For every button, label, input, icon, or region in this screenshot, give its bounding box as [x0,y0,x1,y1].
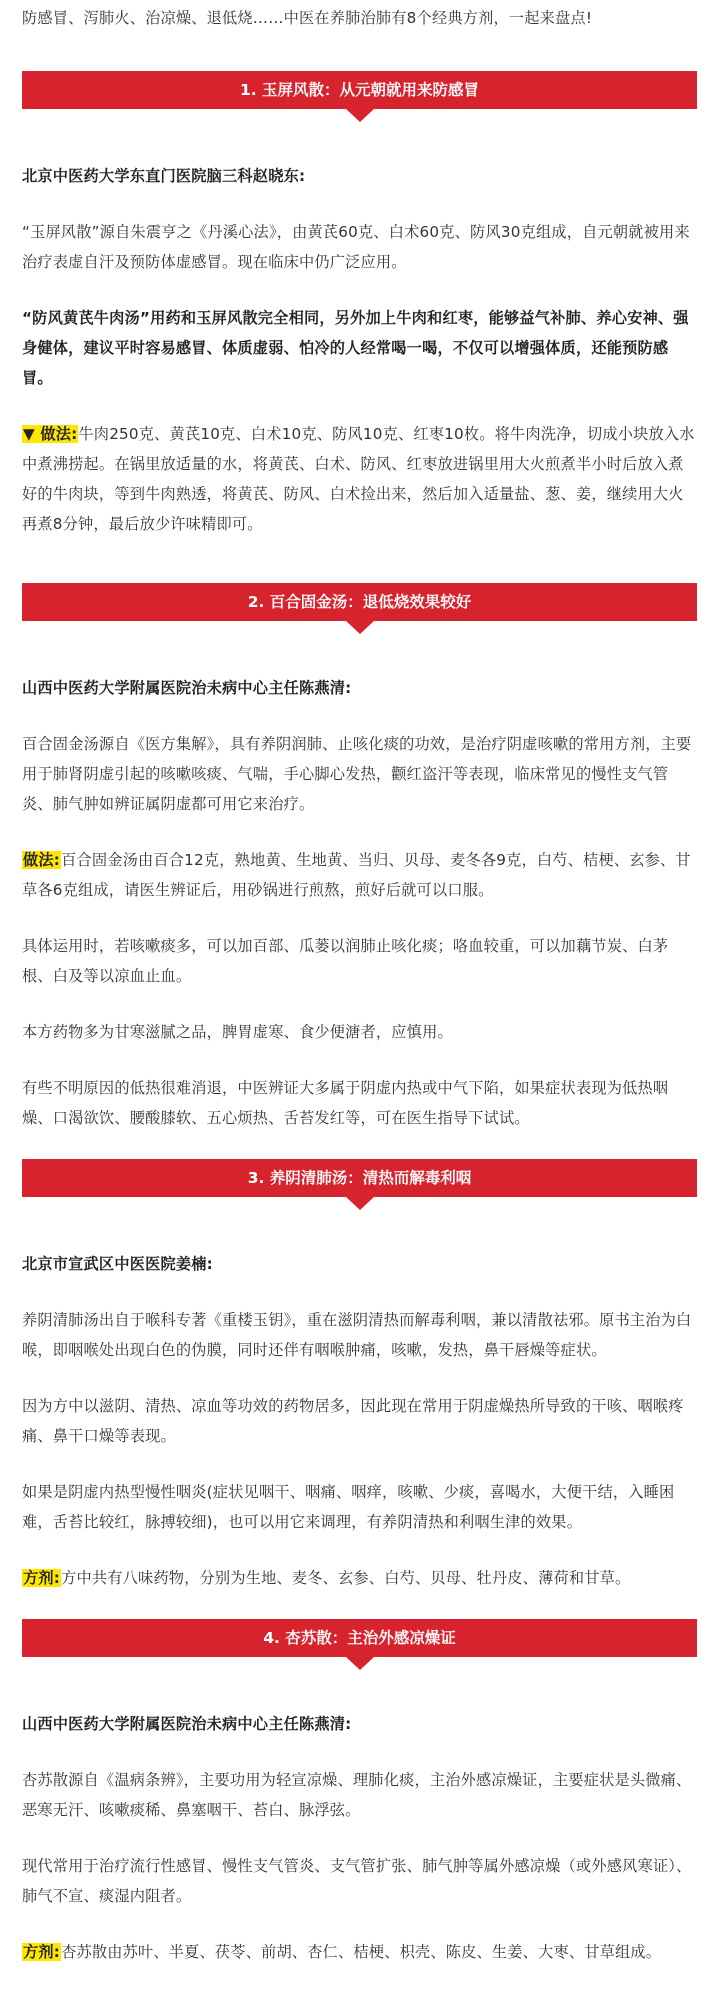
banner-arrow-icon [346,1197,374,1210]
section-3-title: 3. 养阴清肺汤：清热而解毒利咽 [247,1169,472,1187]
section-2-paragraph-1: 百合固金汤源自《医方集解》，具有养阴润肺、止咳化痰的功效，是治疗阴虚咳嗽的常用方剂，主要用于肺肾阴虚引起的咳嗽咳痰、气喘，手心脚心发热，颧红盗汗等表现，临床常见的慢性支气管炎、肺气肿如辨证属阴虚都可用它来治疗。 [22,735,692,813]
banner-arrow-icon [346,109,374,122]
section-2-title: 2. 百合固金汤：退低烧效果较好 [247,593,472,611]
section-4-prescription-label: 方剂: [23,1943,61,1961]
section-1-author: 北京中医药大学东直门医院脑三科赵晓东: [22,167,306,185]
section-2-paragraph-4: 本方药物多为甘寒滋腻之品，脾胃虚寒、食少便溏者，应慎用。 [22,1023,453,1041]
article-body [22,0,697,1993]
section-4-prescription [22,1937,697,1967]
banner-arrow-icon [346,1657,374,1670]
section-4-banner [22,1619,697,1657]
section-4-paragraph-1: 杏苏散源自《温病条辨》，主要功用为轻宣凉燥、理肺化痰，主治外感凉燥证，主要症状是头微痛、恶寒无汗、咳嗽痰稀、鼻塞咽干、苔白、脉浮弦。 [22,1771,692,1819]
section-3-banner [22,1159,697,1197]
section-3-paragraph-1: 养阴清肺汤出自于喉科专著《重楼玉钥》，重在滋阴清热而解毒利咽，兼以清散祛邪。原书主治为白喉，即咽喉处出现白色的伪膜，同时还伴有咽喉肿痛，咳嗽，发热，鼻干唇燥等症状。 [22,1311,692,1359]
section-2-author: 山西中医药大学附属医院治未病中心主任陈燕清: [22,679,352,697]
section-3-paragraph-2: 因为方中以滋阴、清热、凉血等功效的药物居多，因此现在常用于阴虚燥热所导致的干咳、咽喉疼痛、鼻干口燥等表现。 [22,1397,684,1445]
intro-paragraph: 防感冒、泻肺火、治凉燥、退低烧……中医在养肺治肺有8个经典方剂，一起来盘点! [22,9,593,27]
section-1-title: 1. 玉屏风散：从元朝就用来防感冒 [239,81,480,99]
section-1-method-text: 牛肉250克、黄芪10克、白术10克、防风10克、红枣10枚。将牛肉洗净，切成小块放入水中煮沸捞起。在锅里放适量的水，将黄芪、白术、防风、红枣放进锅里用大火煎煮半小时后放入煮好的牛肉块，等到牛肉熟透，将黄芪、防风、白术捡出来，然后加入适量盐、葱、姜，继续用大火再煮8分钟，最后放少许味精即可。 [22,425,695,533]
section-1-banner [22,71,697,109]
section-2-method-text: 百合固金汤由百合12克，熟地黄、生地黄、当归、贝母、麦冬各9克，白芍、桔梗、玄参、甘草各6克组成，请医生辨证后，用砂锅进行煎熬，煎好后就可以口服。 [22,851,691,899]
section-3-prescription [22,1563,697,1593]
banner-arrow-icon [346,621,374,634]
section-2-method-label: 做法: [23,851,61,869]
section-1-method [22,419,697,539]
section-3-prescription-label: 方剂: [23,1569,61,1587]
section-2-paragraph-5: 有些不明原因的低热很难消退，中医辨证大多属于阴虚内热或中气下陷，如果症状表现为低热咽燥、口渴欲饮、腰酸膝软、五心烦热、舌苔发红等，可在医生指导下试试。 [22,1079,669,1127]
section-3-author: 北京市宣武区中医医院姜楠: [22,1255,213,1273]
section-3-prescription-text: 方中共有八味药物，分别为生地、麦冬、玄参、白芍、贝母、牡丹皮、薄荷和甘草。 [61,1569,631,1587]
section-3-paragraph-3: 如果是阴虚内热型慢性咽炎(症状见咽干、咽痛、咽痒，咳嗽、少痰，喜喝水，大便干结，入睡困难，舌苔比较红，脉搏较细)，也可以用它来调理，有养阴清热和利咽生津的效果。 [22,1483,675,1531]
section-4-author: 山西中医药大学附属医院治未病中心主任陈燕清: [22,1715,352,1733]
section-2-banner [22,583,697,621]
section-2-paragraph-3: 具体运用时，若咳嗽痰多，可以加百部、瓜蒌以润肺止咳化痰；咯血较重，可以加藕节炭、白茅根、白及等以凉血止血。 [22,937,669,985]
section-4-title: 4. 杏苏散：主治外感凉燥证 [263,1629,456,1647]
section-2-method [22,845,697,905]
section-1-method-label: ▼ 做法: [23,425,78,443]
section-4-prescription-text: 杏苏散由苏叶、半夏、茯苓、前胡、杏仁、桔梗、枳壳、陈皮、生姜、大枣、甘草组成。 [61,1943,662,1961]
section-1-paragraph-2: “防风黄芪牛肉汤”用药和玉屏风散完全相同，另外加上牛肉和红枣，能够益气补肺、养心安神、强身健体，建议平时容易感冒、体质虚弱、怕冷的人经常喝一喝，不仅可以增强体质，还能预防感冒。 [22,309,689,387]
section-1-paragraph-1: “玉屏风散”源自朱震亨之《丹溪心法》，由黄芪60克、白术60克、防风30克组成，自元朝就被用来治疗表虚自汗及预防体虚感冒。现在临床中仍广泛应用。 [22,223,690,271]
section-4-paragraph-2: 现代常用于治疗流行性感冒、慢性支气管炎、支气管扩张、肺气肿等属外感凉燥（或外感风寒证）、肺气不宣、痰湿内阻者。 [22,1857,692,1905]
